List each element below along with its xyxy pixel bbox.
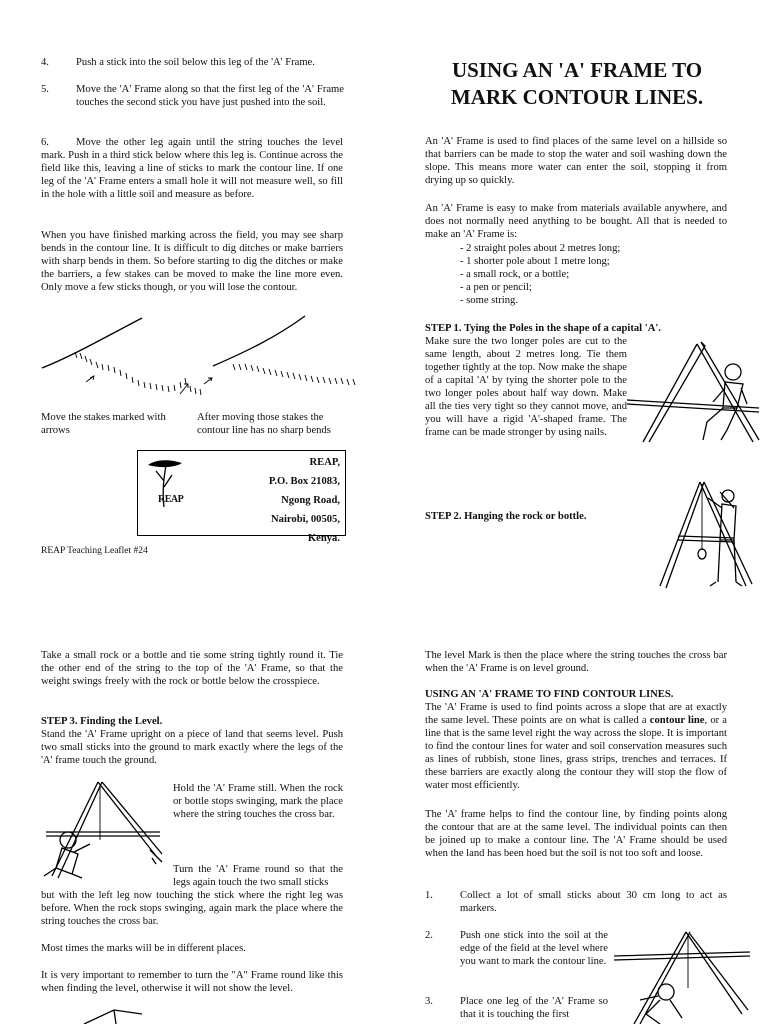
materials-item: - 1 shorter pole about 1 metre long; [460, 256, 610, 267]
caption-left: Move the stakes marked with arrows [41, 412, 166, 436]
item-text: Place one leg of the 'A' Frame so that it is touching the first [460, 996, 608, 1020]
turn-text: Turn the 'A' Frame round so that the legs again touch the two small sticks [173, 864, 343, 888]
logo-text: REAP [158, 494, 184, 505]
paragraph: The level Mark is then the place where the string touches the cross bar when the 'A' Frame is on level ground. [425, 650, 727, 674]
step1-heading: STEP 1. Tying the Poles in the shape of a capital 'A'. [425, 323, 661, 334]
item-number: 5. [41, 84, 49, 95]
paragraph: The 'A' frame helps to find the contour line, by finding points along the contour that are at the same level. The individual points can then be joined up to make a contour line. The 'A' Frame should be used when the land has been hoed but the soil is not too soft and loose. [425, 809, 727, 859]
materials-item: - 2 straight poles about 2 metres long; [460, 243, 621, 254]
step2-heading: STEP 2. Hanging the rock or bottle. [425, 511, 587, 522]
contour-paragraph [425, 701, 727, 792]
item-text: Push one stick into the soil at the edge of the field at the level where you want to mark the contour line. [460, 930, 608, 967]
hanging-rock-illustration [650, 478, 760, 593]
turn-text-continued: but with the left leg now touching the stick where the right leg was before. When the rock stops swinging, again mark the place where the string touches the cross bar. [41, 890, 343, 927]
item-number: 2. [425, 930, 433, 941]
address-box [137, 450, 346, 544]
step1-text: Make sure the two longer poles are cut to the same length, about 2 metres long. Tie them together tightly at the top. Now make the shape of a capital 'A' by tying the shorter pole to the two longer poles about half way down. Make all the ties very tight so they cannot move, and you will have a rigid 'A'-shaped frame. The frame can be made stronger by using nails. [425, 336, 627, 438]
a-frame-contour-illustration [610, 930, 760, 1024]
item-text: Move the 'A' Frame along so that the first leg of the 'A' Frame touches the second stick you have just pushed into the soil. [76, 84, 344, 108]
hold-text: Hold the 'A' Frame still. When the rock or bottle stops swinging, mark the place where the string touches the cross bar. [173, 783, 343, 820]
step3-heading: STEP 3. Finding the Level. [41, 716, 163, 727]
contour-line-term: contour line [649, 715, 705, 726]
page-title: USING AN 'A' FRAME TO MARK CONTOUR LINES. [450, 58, 704, 109]
address [269, 453, 340, 548]
paragraph: When you have finished marking across the field, you may see sharp bends in the contour line. It is difficult to dig ditches or make barriers with sharp bends in them. So before starting to dig the ditches or make the barriers, a few stakes can be moved to make the line more even. Only move a few sticks though, or you will lose the contour. [41, 230, 343, 293]
contour-after-illustration [205, 312, 365, 402]
footer: REAP Teaching Leaflet #24 [41, 546, 148, 556]
contour-text: The 'A' Frame is used to find points across a slope that are at exactly the same level. These points are on what is called a [425, 702, 727, 726]
a-frame-person-illustration [625, 338, 760, 448]
address-line: Nairobi, 00505, [271, 514, 340, 525]
address-line: P.O. Box 21083, [268, 476, 340, 487]
partial-illustration [80, 1006, 150, 1024]
materials-item: - a pen or pencil; [460, 282, 532, 293]
paragraph: Most times the marks will be in different places. [41, 943, 246, 954]
step3-text: Stand the 'A' Frame upright on a piece of land that seems level. Push two small sticks into the ground to mark exactly where the legs of the 'A' frame touch the ground. [41, 729, 343, 766]
section-heading: USING AN 'A' FRAME TO FIND CONTOUR LINES. [425, 689, 674, 700]
item-number: 4. [41, 57, 49, 68]
caption-right: After moving those stakes the contour line has no sharp bends [197, 412, 331, 436]
item-text: Move the other leg again until the string touches the level mark. Push in a third stick below where this leg is. Continue across the field like this, leaving a line of sticks to mark the contour line. If one leg of the 'A' Frame enters a small hole it will not measure well, so fill in the hole with a little soil and measure as before. [41, 137, 343, 200]
item-text: Push a stick into the soil below this leg of the 'A' Frame. [76, 57, 315, 68]
materials-item: - some string. [460, 295, 518, 306]
address-line: REAP, [309, 457, 340, 468]
address-line: Ngong Road, [281, 495, 340, 506]
item-number: 1. [425, 890, 433, 901]
paragraph: An 'A' Frame is used to find places of the same level on a hillside so that barriers can be made to stop the water and soil washing down the slope. This means more water can enter the soil, stopping it from drying up so quickly. [425, 136, 727, 186]
item-number: 3. [425, 996, 433, 1007]
paragraph: Take a small rock or a bottle and tie some string tightly round it. Tie the other end of the string to the top of the 'A' Frame, so that the weight swings freely with the rock or bottle below the crosspiece. [41, 650, 343, 687]
contour-before-illustration [40, 312, 210, 402]
a-frame-kneeling-illustration [38, 778, 168, 880]
contour-text: , or a line that is the same level right the way across the slope. It is important to find the contour lines for water and soil conservation measures such as lines of rubbish, stone lines, grass strips, trenches and terraces. If these barriers are exactly along the contour they will stop the flow of water most efficiently. [425, 715, 727, 791]
address-line: Kenya. [307, 533, 340, 544]
materials-item: - a small rock, or a bottle; [460, 269, 570, 280]
item-number: 6. [41, 137, 49, 148]
item-text: Collect a lot of small sticks about 30 cm long to act as markers. [460, 890, 727, 914]
paragraph: It is very important to remember to turn the "A" Frame round like this when finding the level, otherwise it will not show the level. [41, 970, 343, 994]
paragraph: An 'A' Frame is easy to make from materials available anywhere, and does not normally need anything to be bought. All that is needed to make an 'A' Frame is: [425, 203, 727, 240]
